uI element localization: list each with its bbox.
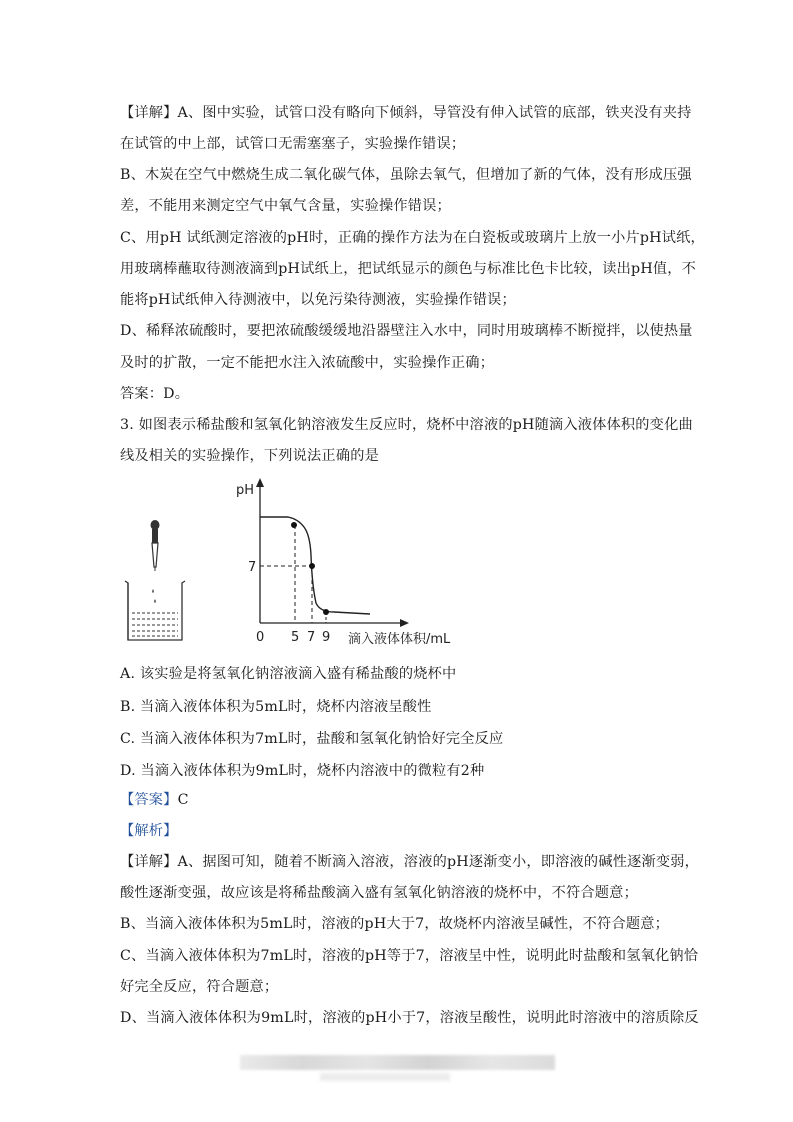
- x-tick-0: 0: [256, 630, 265, 645]
- blurred-footer-watermark-2: [320, 1073, 450, 1081]
- y-tick-7: 7: [248, 560, 257, 575]
- paragraph-line: 好完全反应，符合题意；: [120, 979, 279, 995]
- paragraph-line: 【详解】A、图中实验，试管口没有略向下倾斜，导管没有伸入试管的底部，铁夹没有夹持: [120, 105, 692, 121]
- paragraph-line: 差，不能用来测定空气中氧气含量，实验操作错误；: [120, 198, 451, 214]
- question-line-1: 3. 如图表示稀盐酸和氢氧化钠溶液发生反应时，烧杯中溶液的pH随滴入液体体积的变化曲: [120, 417, 693, 433]
- data-point-x5: [291, 522, 297, 528]
- ph-curve-chart: [236, 478, 451, 647]
- data-point-x9: [323, 609, 329, 615]
- y-axis-label: pH: [236, 483, 255, 498]
- x-tick-5: 5: [291, 630, 300, 645]
- paragraph-line: B、当滴入液体体积为5mL时，溶液的pH大于7，故烧杯内溶液呈碱性，不符合题意；: [120, 916, 669, 932]
- option-d: D. 当滴入液体体积为9mL时，烧杯内溶液中的微粒有2种: [120, 763, 485, 779]
- dropper-icon: [151, 520, 160, 571]
- y-axis-arrow: [256, 478, 264, 487]
- answer-line: 答案：D。: [120, 386, 190, 402]
- x-tick-7: 7: [307, 630, 316, 645]
- paragraph-line: 及时的扩散，一定不能把水注入浓硫酸中，实验操作正确；: [120, 355, 495, 371]
- analysis-label: 【解析】: [120, 823, 178, 839]
- data-point-x7: [309, 563, 315, 569]
- option-b: B. 当滴入液体体积为5mL时，烧杯内溶液呈酸性: [120, 699, 432, 715]
- paragraph-line: 用玻璃棒蘸取待测液滴到pH试纸上，把试纸显示的颜色与标准比色卡比较，读出pH值，不: [120, 261, 697, 277]
- paragraph-line: D、当滴入液体体积为9mL时，溶液的pH小于7，溶液呈酸性，说明此时溶液中的溶质除反: [120, 1010, 699, 1026]
- option-c: C. 当滴入液体体积为7mL时，盐酸和氢氧化钠恰好完全反应: [120, 731, 504, 747]
- answer-row: [120, 790, 189, 810]
- paragraph-line: D、稀释浓硫酸时，要把浓硫酸缓缓地沿器壁注入水中，同时用玻璃棒不断搅拌，以使热量: [120, 323, 693, 339]
- x-axis-label: 滴入液体体积/mL: [348, 632, 451, 647]
- x-tick-9: 9: [322, 630, 331, 645]
- paragraph-line: C、用pH 试纸测定溶液的pH时，正确的操作方法为在白瓷板或玻璃片上放一小片pH试纸，: [120, 230, 705, 246]
- question-line-2: 线及相关的实验操作，下列说法正确的是: [120, 448, 379, 464]
- paragraph-line: B、木炭在空气中燃烧生成二氧化碳气体，虽除去氧气，但增加了新的气体，没有形成压强: [120, 167, 692, 183]
- paragraph-line: 酸性逐渐变强，故应该是将稀盐酸滴入盛有氢氧化钠溶液的烧杯中，不符合题意；: [120, 885, 638, 901]
- paragraph-line: 在试管的中上部，试管口无需塞塞子，实验操作错误；: [120, 136, 466, 152]
- paragraph-line: C、当滴入液体体积为7mL时，溶液的pH等于7，溶液呈中性，说明此时盐酸和氢氧化钠恰: [120, 948, 699, 964]
- blurred-footer-watermark: [240, 1055, 555, 1070]
- question-figure: [120, 475, 480, 655]
- beaker-icon: [125, 581, 185, 640]
- paragraph-line: 能将pH试纸伸入待测液中，以免污染待测液，实验操作错误；: [120, 292, 516, 308]
- x-axis-arrow: [400, 619, 409, 627]
- answer-label: 【答案】: [120, 792, 178, 808]
- paragraph-line: 【详解】A、据图可知，随着不断滴入溶液，溶液的pH逐渐变小，即溶液的碱性逐渐变弱，: [120, 854, 700, 870]
- answer-value: C: [177, 792, 189, 808]
- option-a: A. 该实验是将氢氧化钠溶液滴入盛有稀盐酸的烧杯中: [120, 666, 457, 682]
